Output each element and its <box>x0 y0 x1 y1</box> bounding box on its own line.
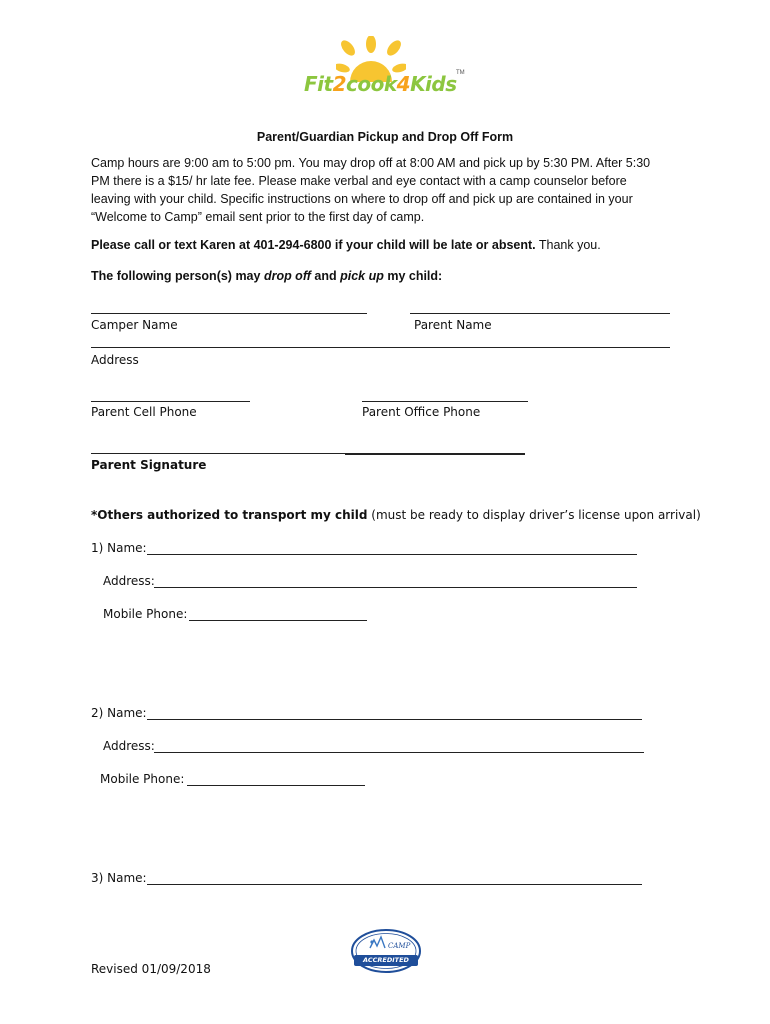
others-1-name-line[interactable] <box>147 554 637 555</box>
parent-name-line[interactable] <box>410 313 670 314</box>
others-heading-bold: *Others authorized to transport my child <box>91 508 368 522</box>
others-1-name-label: 1) Name: <box>91 541 147 555</box>
parent-signature-label: Parent Signature <box>91 458 207 472</box>
parent-office-phone-line[interactable] <box>362 401 528 402</box>
logo <box>300 36 475 100</box>
logo-part-cook: cook <box>346 72 397 96</box>
revised-date: Revised 01/09/2018 <box>91 962 211 976</box>
logo-trademark: TM <box>456 70 465 76</box>
intro-line: PM there is a $15/ hr late fee. Please make verbal and eye contact with a camp counselor before <box>91 174 627 188</box>
logo-part-2: 2 <box>332 72 346 96</box>
address-label: Address <box>91 353 139 367</box>
address-line[interactable] <box>91 347 670 348</box>
others-2-address-line[interactable] <box>154 752 644 753</box>
intro-paragraph <box>91 154 671 226</box>
others-2-address-label: Address: <box>103 739 155 753</box>
others-2-mobile-label: Mobile Phone: <box>100 772 185 786</box>
persons-text: my child: <box>383 269 443 283</box>
parent-cell-phone-line[interactable] <box>91 401 250 402</box>
parent-signature-line-thick <box>345 454 525 455</box>
logo-wordmark <box>304 72 457 96</box>
late-notice-bold: Please call or text Karen at 401-294-6800 if your child will be late or absent. <box>91 238 536 252</box>
camper-name-label: Camper Name <box>91 318 178 332</box>
others-1-mobile-line[interactable] <box>189 620 367 621</box>
late-notice <box>91 238 601 252</box>
parent-name-label: Parent Name <box>414 318 492 332</box>
others-1-mobile-label: Mobile Phone: <box>103 607 188 621</box>
others-1-address-label: Address: <box>103 574 155 588</box>
others-1-address-line[interactable] <box>154 587 637 588</box>
others-heading-note: (must be ready to display driver’s license upon arrival) <box>367 508 701 522</box>
others-2-mobile-line[interactable] <box>187 785 365 786</box>
others-2-name-line[interactable] <box>147 719 642 720</box>
camp-accredited-icon <box>350 928 422 974</box>
logo-part-4: 4 <box>396 72 411 96</box>
intro-line: Camp hours are 9:00 am to 5:00 pm. You may drop off at 8:00 AM and pick up by 5:30 PM. After 5:30 <box>91 156 651 170</box>
logo-part-fit: Fit <box>304 72 333 96</box>
parent-office-phone-label: Parent Office Phone <box>362 405 481 419</box>
intro-line: “Welcome to Camp” email sent prior to the first day of camp. <box>91 210 425 224</box>
logo-part-kids: Kids <box>410 72 457 96</box>
late-notice-tail: Thank you. <box>535 238 601 252</box>
persons-line <box>91 269 442 283</box>
persons-pick-up: pick up <box>340 269 384 283</box>
persons-drop-off: drop off <box>263 269 311 283</box>
accreditation-badge <box>350 928 422 974</box>
others-heading <box>91 508 701 522</box>
badge-bottom-text: ACCREDITED <box>363 956 409 964</box>
others-2-name-label: 2) Name: <box>91 706 147 720</box>
badge-top-text: CAMP <box>388 942 411 950</box>
intro-line: leaving with your child. Specific instructions on where to drop off and pick up are contained in your <box>91 192 633 206</box>
persons-text: The following person(s) may <box>91 269 264 283</box>
persons-text: and <box>310 269 341 283</box>
parent-cell-phone-label: Parent Cell Phone <box>91 405 197 419</box>
others-3-name-label: 3) Name: <box>91 871 147 885</box>
others-3-name-line[interactable] <box>147 884 642 885</box>
form-title: Parent/Guardian Pickup and Drop Off Form <box>256 130 514 144</box>
camper-name-line[interactable] <box>91 313 367 314</box>
